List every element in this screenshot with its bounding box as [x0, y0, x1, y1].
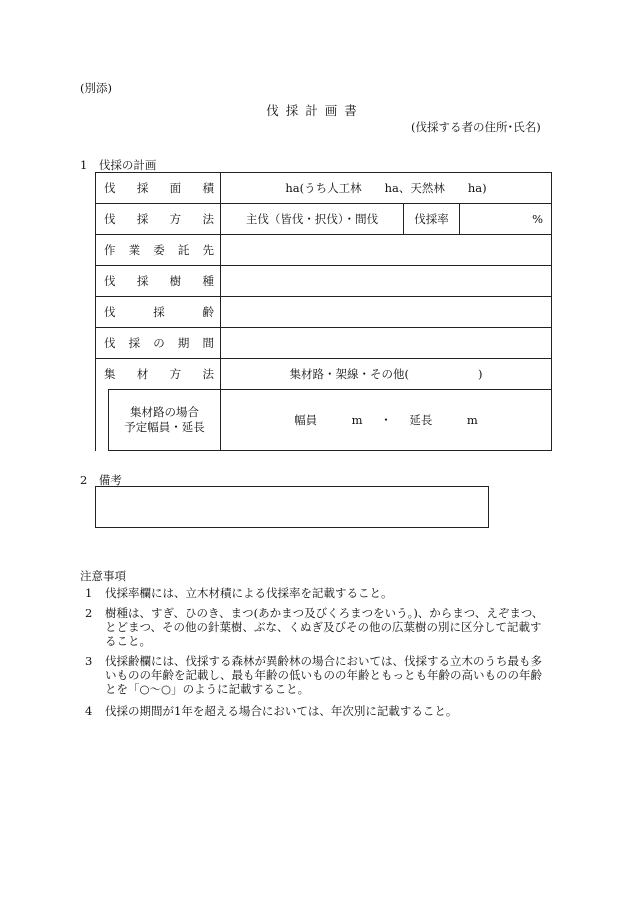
note-item [85, 704, 548, 718]
section-2-title: 2 備考 [80, 473, 122, 487]
note-text: 樹種は、すぎ、ひのき、まつ(あかまつ及びくろまつをいう。)、からまつ、えぞまつ、とどまつ、その他の針葉樹、ぶな、くぬぎ及びその他の広葉樹の別に区分して記載すること。 [105, 606, 544, 648]
note-item [85, 654, 548, 696]
contractor-label: 作業委託先 [104, 243, 214, 257]
label-cell [96, 266, 221, 297]
note-item [85, 586, 548, 600]
age-label: 伐採齢 [104, 305, 214, 319]
area-label: 伐採面積 [104, 181, 214, 195]
section-1-title: 1 伐採の計画 [80, 158, 157, 172]
row-method [96, 204, 552, 235]
method-value-cell[interactable] [221, 204, 404, 235]
row-age [96, 297, 552, 328]
collection-label: 集材方法 [104, 367, 214, 381]
note-text: 伐採の期間が1年を超える場合においては、年次別に記載すること。 [105, 704, 458, 718]
row-contractor [96, 235, 552, 266]
rate-unit: % [532, 212, 543, 226]
row-area [96, 173, 552, 204]
label-cell [96, 235, 221, 266]
row-species [96, 266, 552, 297]
note-text: 伐採率欄には、立木材積による伐採率を記載すること。 [105, 586, 393, 600]
road-width: 幅員 m [294, 413, 363, 427]
period-label: 伐採の期間 [104, 336, 214, 350]
area-value: ha(うち人工林 ha、天然林 ha) [285, 181, 487, 195]
label-cell [96, 297, 221, 328]
note-number: 4 [85, 704, 93, 718]
method-value: 主伐（皆伐・択伐）・間伐 [245, 212, 379, 226]
road-label-cell [109, 390, 221, 451]
label-cell [96, 359, 221, 390]
note-number: 2 [85, 606, 93, 620]
remarks-box[interactable] [95, 486, 489, 528]
road-length: 延長 m [409, 413, 478, 427]
row-period [96, 328, 552, 359]
document-title: 伐採計画書 [266, 103, 364, 118]
method-label: 伐採方法 [104, 212, 214, 226]
road-label-line1: 集材路の場合 [130, 405, 199, 419]
note-number: 1 [85, 586, 93, 600]
indent-spacer [96, 390, 109, 451]
note-item [85, 606, 548, 648]
area-value-cell[interactable] [221, 173, 552, 204]
collection-value: 集材路・架線・その他( ) [289, 367, 483, 381]
contractor-value-cell[interactable] [221, 235, 552, 266]
note-text: 伐採齢欄には、伐採する森林が異齢林の場合においては、伐採する立木のうち最も多いものの年齢を記載し、最も年齢の低いものの年齢ともっとも年齢の高いものの年齢とを「○～○」のように記載すること。 [105, 654, 542, 696]
applicant-address-name: (伐採する者の住所･氏名) [411, 120, 541, 134]
note-number: 3 [85, 654, 93, 668]
label-cell [96, 328, 221, 359]
species-value-cell[interactable] [221, 266, 552, 297]
rate-label: 伐採率 [414, 212, 449, 226]
collection-value-cell[interactable] [221, 359, 552, 390]
row-road [96, 390, 552, 451]
attachment-label: (別添) [80, 81, 112, 95]
species-label: 伐採樹種 [104, 274, 214, 288]
road-separator: ・ [380, 413, 392, 427]
row-collection [96, 359, 552, 390]
label-cell [96, 204, 221, 235]
rate-label-cell [404, 204, 460, 235]
logging-plan-table [95, 172, 552, 451]
age-value-cell[interactable] [221, 297, 552, 328]
road-label-line2: 予定幅員・延長 [124, 420, 205, 434]
label-cell [96, 173, 221, 204]
period-value-cell[interactable] [221, 328, 552, 359]
notes-title: 注意事項 [80, 569, 126, 583]
road-value-cell[interactable] [221, 390, 552, 451]
rate-value-cell[interactable] [460, 204, 552, 235]
